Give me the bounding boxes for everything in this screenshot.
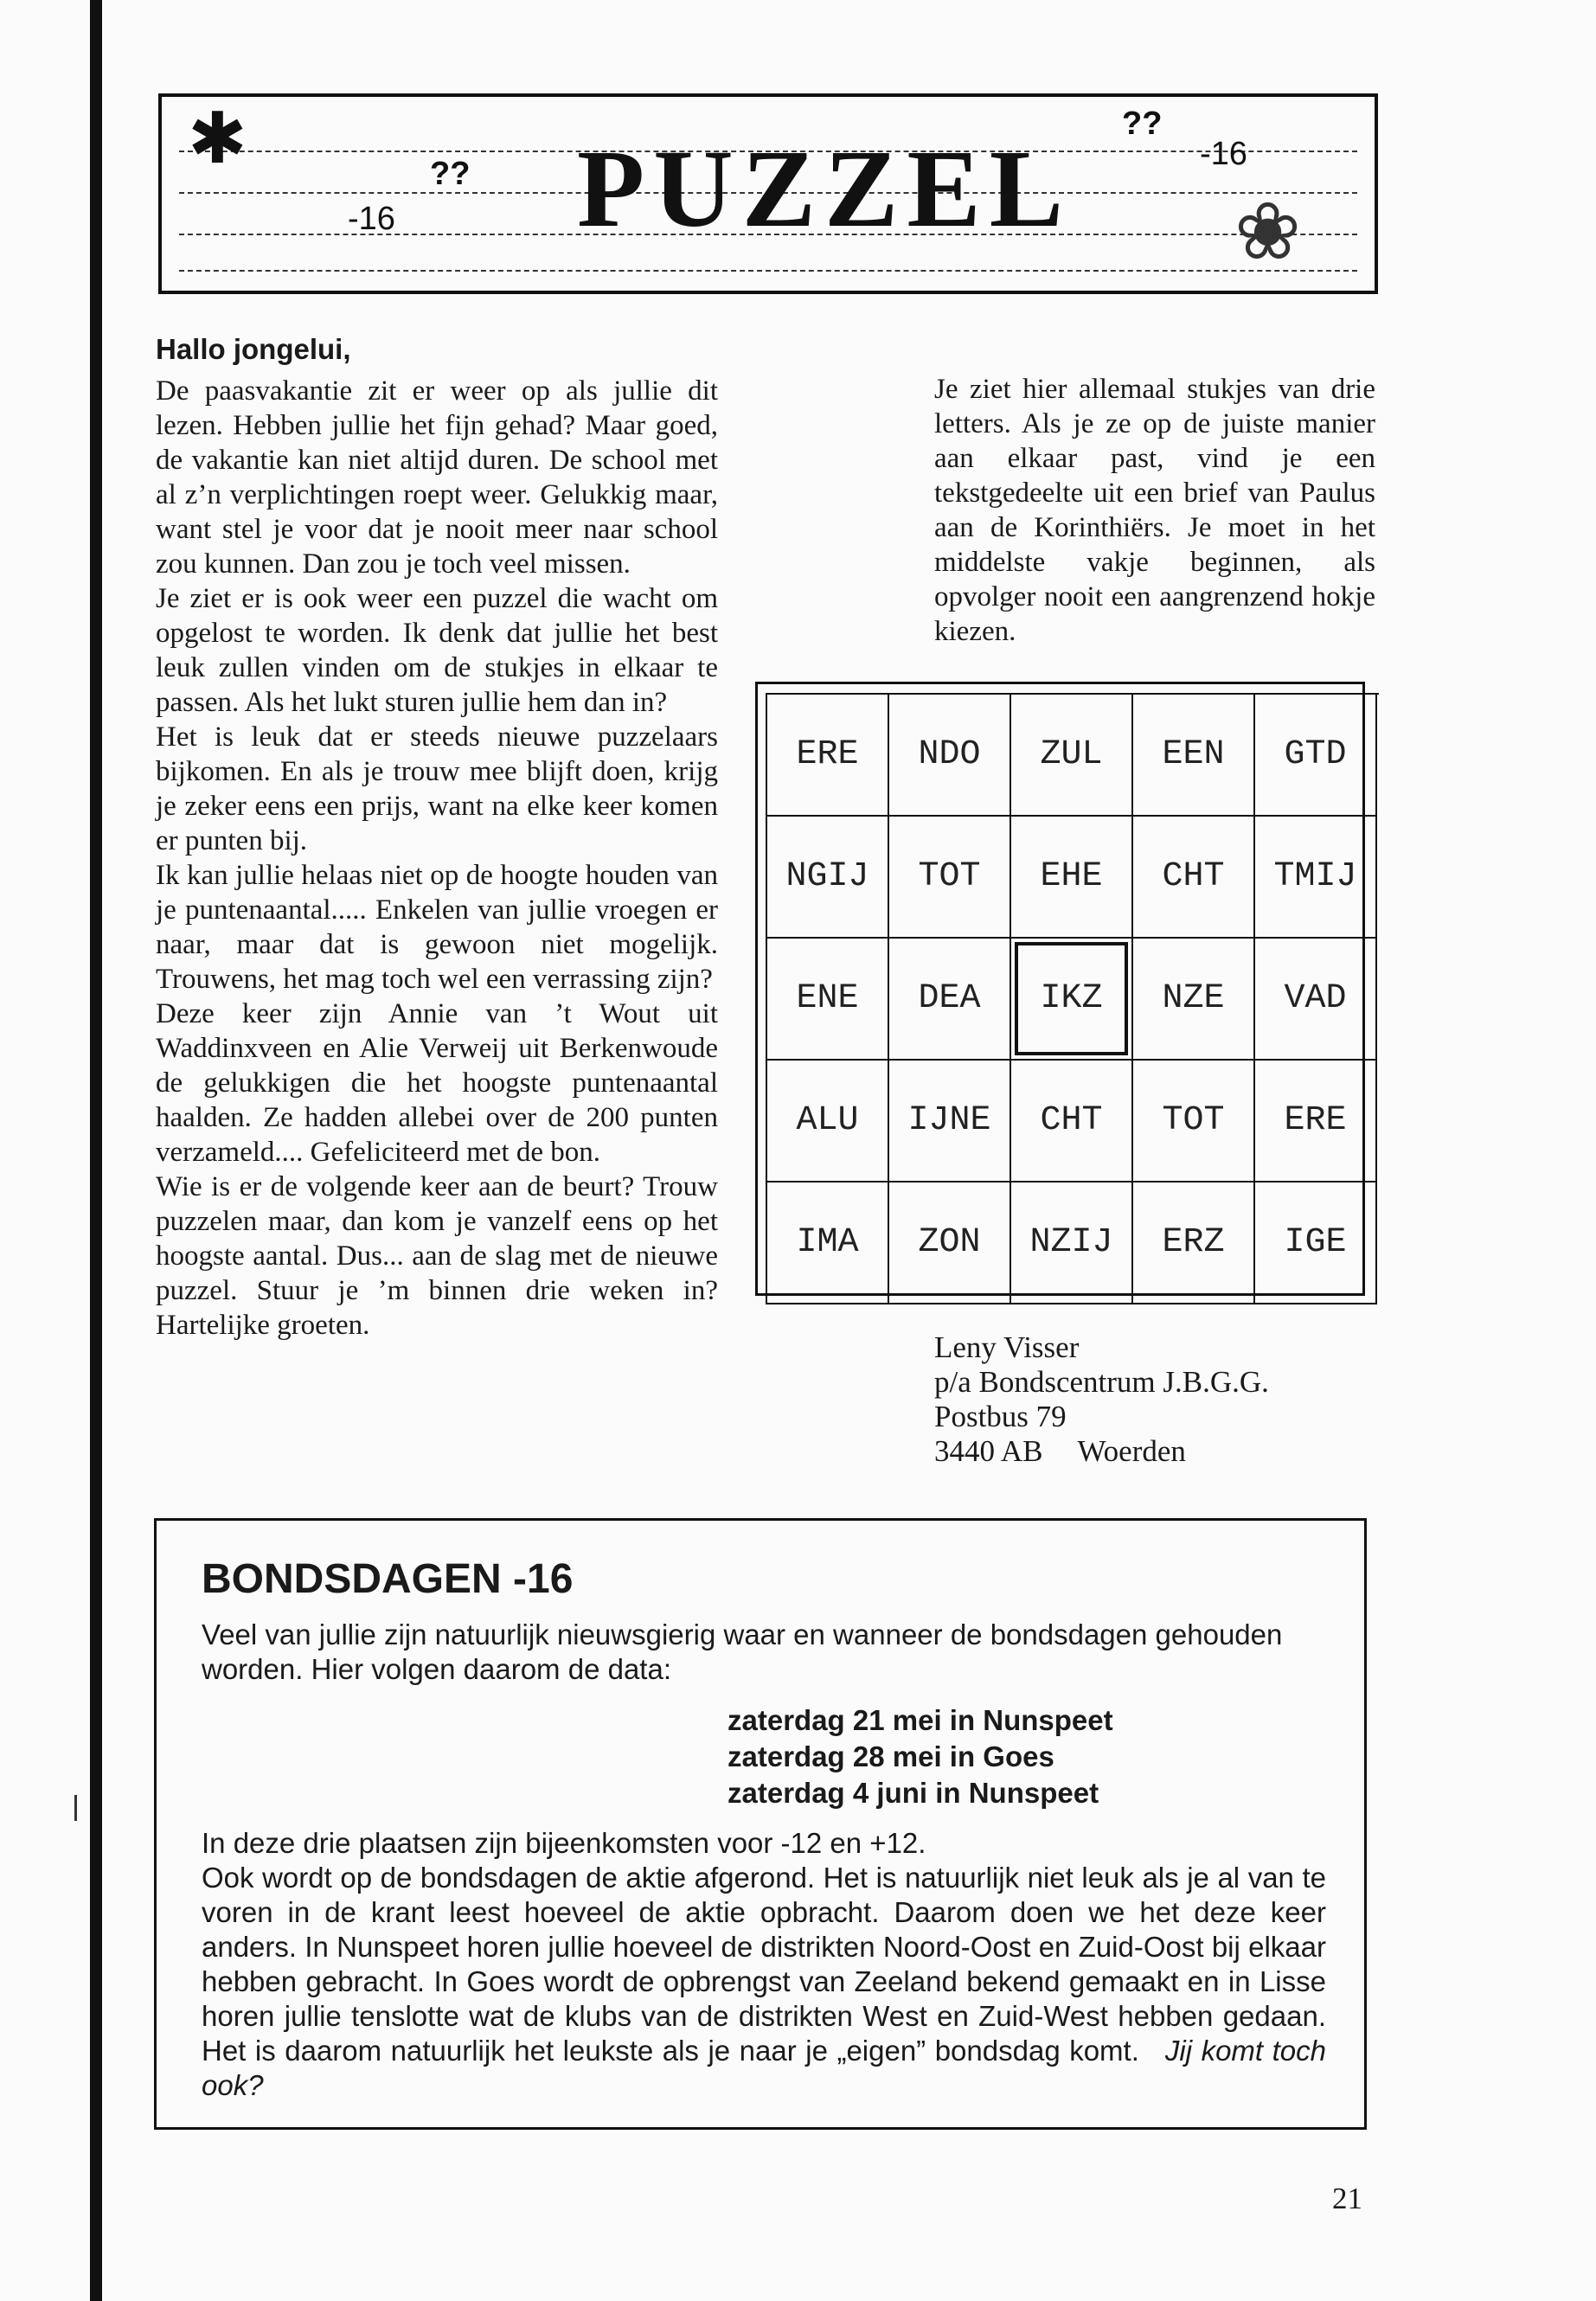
date-item: zaterdag 28 mei in Goes xyxy=(727,1740,1054,1772)
bondsdagen-intro: Veel van jullie zijn natuurlijk nieuwsgierig waar en wanneer de bondsdagen gehouden worden. Hier volgen daarom de data: xyxy=(202,1618,1283,1685)
paragraph: De paasvakantie zit er weer op als jullie dit lezen. Hebben jullie het fijn gehad? Maar goed, de vakantie kan niet altijd duren. De school met al z’n verplichtingen roept weer. Gelukkig maar, want stel je voor dat je nooit meer naar school zou kunnen. Dan zou je toch veel missen. xyxy=(156,375,718,580)
asterisk-icon: ✱ xyxy=(188,98,247,180)
bondsdagen-paragraph xyxy=(202,1861,1326,2103)
grid-cell[interactable]: ALU xyxy=(767,1061,889,1183)
grid-cell[interactable]: ERZ xyxy=(1133,1183,1255,1304)
puzzle-header xyxy=(158,93,1378,294)
city: Woerden xyxy=(1077,1434,1186,1468)
grid-cell[interactable]: EHE xyxy=(1011,817,1133,939)
grid-cell[interactable]: NZE xyxy=(1133,939,1255,1061)
grid-cell[interactable]: CHT xyxy=(1133,817,1255,939)
paragraph: Je ziet er is ook weer een puzzel die wacht om opgelost te worden. Ik denk dat jullie het best leuk zullen vinden om de stukjes in elkaar te passen. Als het lukt sturen jullie hem dan in? xyxy=(156,583,718,718)
question-marks-right: ?? xyxy=(1122,106,1163,142)
grid-cell[interactable]: DEA xyxy=(889,939,1011,1061)
date-list xyxy=(727,1702,1113,1811)
paragraph: Wie is er de volgende keer aan de beurt? Trouw puzzelen maar, dan kom je vanzelf eens op het hoogste aantal. Dus... aan de slag met de nieuwe puzzel. Stuur je ’m binnen drie weken in? Hartelijke groeten. xyxy=(156,1171,718,1341)
page-number: 21 xyxy=(1332,2182,1362,2215)
grid-cell[interactable]: TOT xyxy=(889,817,1011,939)
grid-cell-start[interactable]: IKZ xyxy=(1011,939,1133,1061)
grid-cell[interactable]: GTD xyxy=(1255,695,1377,817)
greeting: Hallo jongelui, xyxy=(156,333,351,365)
grid-cell[interactable]: ENE xyxy=(767,939,889,1061)
grid-cell[interactable]: ZON xyxy=(889,1183,1011,1304)
puzzle-grid xyxy=(766,693,1379,1304)
paragraph: Het is leuk dat er steeds nieuwe puzzelaars bijkomen. En als je trouw mee blijft doen, krijg je zeker eens een prijs, want na elke keer komen er punten bij. xyxy=(156,721,718,856)
puzzle-instructions: Je ziet hier allemaal stukjes van drie letters. Als je ze op de juiste manier aan elkaar past, vind je een tekstgedeelte uit een brief van Paulus aan de Korinthiërs. Je moet in het middelste vakje beginnen, als opvolger nooit een aangrenzend hokje kiezen. xyxy=(934,374,1375,647)
grid-cell[interactable]: NZIJ xyxy=(1011,1183,1133,1304)
address-city-line xyxy=(934,1434,1269,1469)
mailing-address xyxy=(934,1330,1269,1469)
bondsdagen-box xyxy=(154,1518,1367,2130)
left-column xyxy=(156,374,718,1343)
address-line: Postbus 79 xyxy=(934,1400,1067,1433)
grid-cell[interactable]: ZUL xyxy=(1011,695,1133,817)
grid-cell[interactable]: EEN xyxy=(1133,695,1255,817)
age-left: -16 xyxy=(348,201,395,237)
age-right: -16 xyxy=(1200,136,1247,172)
bondsdagen-paragraph: In deze drie plaatsen zijn bijeenkomsten voor -12 en +12. xyxy=(202,1827,926,1859)
dashed-line xyxy=(179,270,1357,272)
flower-icon: ❀ xyxy=(1234,185,1302,278)
paragraph: Deze keer zijn Annie van ’t Wout uit Waddinxveen en Alie Verweij uit Berkenwoude de gelukkigen die het hoogste puntenaantal haalden. Ze hadden allebei over de 200 punten verzameld.... Gefeliciteerd met de bon. xyxy=(156,998,718,1168)
question-marks-left: ?? xyxy=(430,156,471,192)
address-name: Leny Visser xyxy=(934,1330,1080,1364)
grid-cell[interactable]: NGIJ xyxy=(767,817,889,939)
bondsdagen-body: Ook wordt op de bondsdagen de aktie afgerond. Het is natuurlijk niet leuk als je al van te voren in de krant leest hoeveel de aktie opbracht. Daarom doen we het deze keer anders. In Nunspeet horen jullie hoeveel de distrikten Noord-Oost en Zuid-Oost bij elkaar hebben gebracht. In Goes wordt de opbrengst van Zeeland bekend gemaakt en in Lisse horen jullie tenslotte wat de klubs van de distrikten West en Zuid-West hebben gedaan. Het is daarom natuurlijk het leukste als je naar je „eigen” bondsdag komt. xyxy=(202,1862,1326,2067)
paragraph: Ik kan jullie helaas niet op de hoogte houden van je puntenaantal..... Enkelen van jullie vroegen er naar, maar dat is gewoon niet mogelijk. Trouwens, het mag toch wel een verrassing zijn? xyxy=(156,860,718,995)
grid-cell[interactable]: IJNE xyxy=(889,1061,1011,1183)
bondsdagen-title: BONDSDAGEN -16 xyxy=(202,1556,574,1602)
margin-mark xyxy=(74,1795,77,1821)
grid-cell[interactable]: IMA xyxy=(767,1183,889,1304)
date-item: zaterdag 4 juni in Nunspeet xyxy=(727,1777,1099,1809)
postcode: 3440 AB xyxy=(934,1434,1043,1468)
grid-cell[interactable]: ERE xyxy=(1255,1061,1377,1183)
puzzle-grid-frame xyxy=(755,682,1365,1296)
grid-cell[interactable]: VAD xyxy=(1255,939,1377,1061)
page-spine xyxy=(90,0,102,2301)
grid-cell[interactable]: NDO xyxy=(889,695,1011,817)
grid-cell[interactable]: ERE xyxy=(767,695,889,817)
grid-cell[interactable]: IGE xyxy=(1255,1183,1377,1304)
date-item: zaterdag 21 mei in Nunspeet xyxy=(727,1704,1113,1736)
page-title: PUZZEL xyxy=(577,127,1073,250)
address-line: p/a Bondscentrum J.B.G.G. xyxy=(934,1365,1269,1399)
grid-cell[interactable]: CHT xyxy=(1011,1061,1133,1183)
grid-cell[interactable]: TMIJ xyxy=(1255,817,1377,939)
grid-cell[interactable]: TOT xyxy=(1133,1061,1255,1183)
closing-line: Jij komt toch ook? xyxy=(202,2035,1326,2101)
